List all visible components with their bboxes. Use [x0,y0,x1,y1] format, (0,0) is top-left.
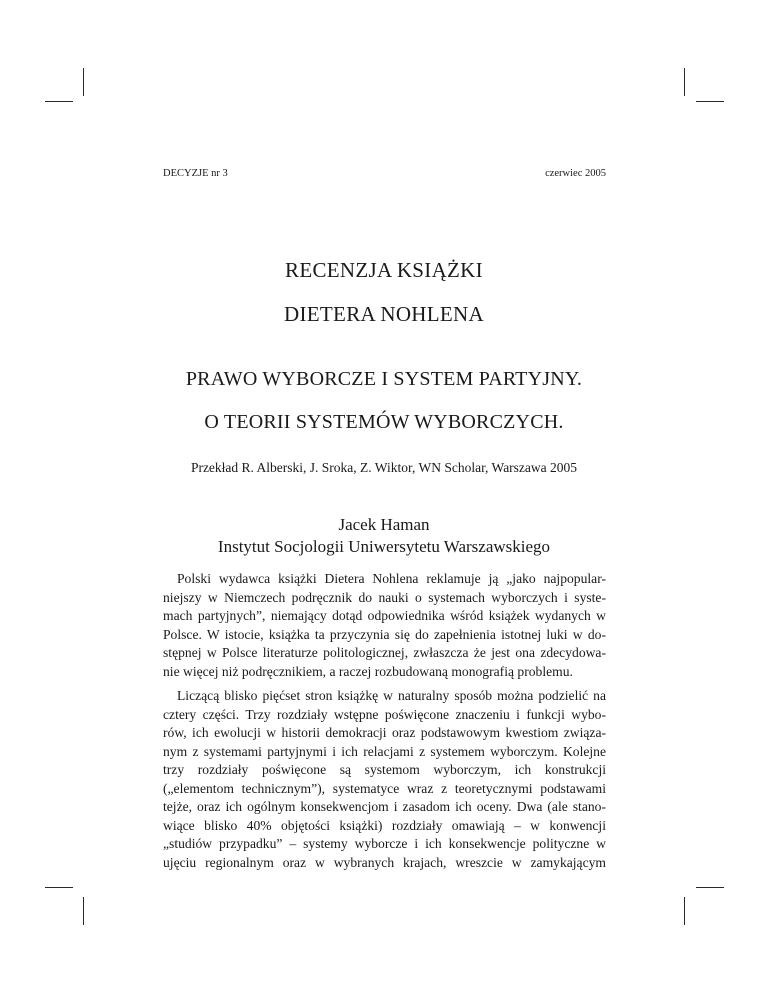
crop-mark [684,68,685,96]
paragraph-line: niejszy w Niemczech podręcznik do nauki o systemach wyborczych i syste- [163,589,606,605]
paragraph-line: nym z systemami partyjnymi i ich relacjami z systemem wyborczym. Kolejne [163,743,606,759]
author-name: Jacek Haman [338,515,430,534]
crop-mark [45,101,73,102]
crop-mark [696,101,724,102]
paragraph-line: wiące blisko 40% objętości książki) rozdziały omawiają – w konwencji [163,817,606,833]
book-title-line-1: PRAWO WYBORCZE I SYSTEM PARTYJNY. [185,368,583,390]
paragraph-line: cztery części. Trzy rozdziały wstępne poświęcone znaczeniu i funkcji wybo- [163,706,606,722]
crop-mark [45,887,73,888]
journal-issue: DECYZJE nr 3 [163,168,228,179]
paragraph-line: („elementom technicznym”), systematyce wraz z teoretycznymi podstawami [163,780,606,796]
issue-date: czerwiec 2005 [545,168,606,179]
book-title-line-2: O TEORII SYSTEMÓW WYBORCZYCH. [204,411,564,433]
body-paragraph-1 [163,570,606,681]
review-title-line-2: DIETERA NOHLENA [284,302,484,326]
crop-mark [83,68,84,96]
paragraph-line: Liczącą blisko pięćset stron książkę w naturalny sposób można podzielić na [177,688,606,703]
crop-mark [83,897,84,925]
review-title-line-1: RECENZJA KSIĄŻKI [285,258,483,282]
translation-credits: Przekład R. Alberski, J. Sroka, Z. Wiktor, WN Scholar, Warszawa 2005 [190,460,578,475]
paragraph-line: „studiów przypadku” – systemy wyborcze i ich konsekwencje polityczne w [163,836,606,851]
paragraph-line: Polsce. W istocie, książka ta przyczynia się do zapełnienia istotnej luki w do- [163,626,606,642]
paragraph-line: trzy rozdziały poświęcone są systemom wyborczym, ich konstrukcji [163,762,606,777]
paragraph-line: stępnej w Polsce literaturze politologicznej, zwłaszcza że jest ona zdecydowa- [163,645,606,660]
paragraph-line: ujęciu regionalnym oraz w wybranych krajach, wreszcie w zamykającym [163,854,606,870]
running-head [163,168,606,179]
paragraph-line: rów, ich ewolucji w historii demokracji oraz podstawowym kwestiom związa- [163,725,606,740]
paragraph-line: Polski wydawca książki Dietera Nohlena reklamuje ją „jako najpopular- [177,571,606,586]
crop-mark [684,897,685,925]
paragraph-line: nie więcej niż podręcznikiem, a raczej rozbudowaną monografią problemu. [163,663,573,679]
paragraph-line: tejże, oraz ich ogólnym konsekwencjom i zasadom ich oceny. Dwa (ale stano- [163,799,606,814]
crop-mark [696,887,724,888]
body-paragraph-2 [163,687,606,872]
paragraph-line: mach partyjnych”, niemający dotąd odpowiednika wśród książek wydanych w [163,608,606,623]
author-affiliation: Instytut Socjologii Uniwersytetu Warszawskiego [217,537,551,556]
